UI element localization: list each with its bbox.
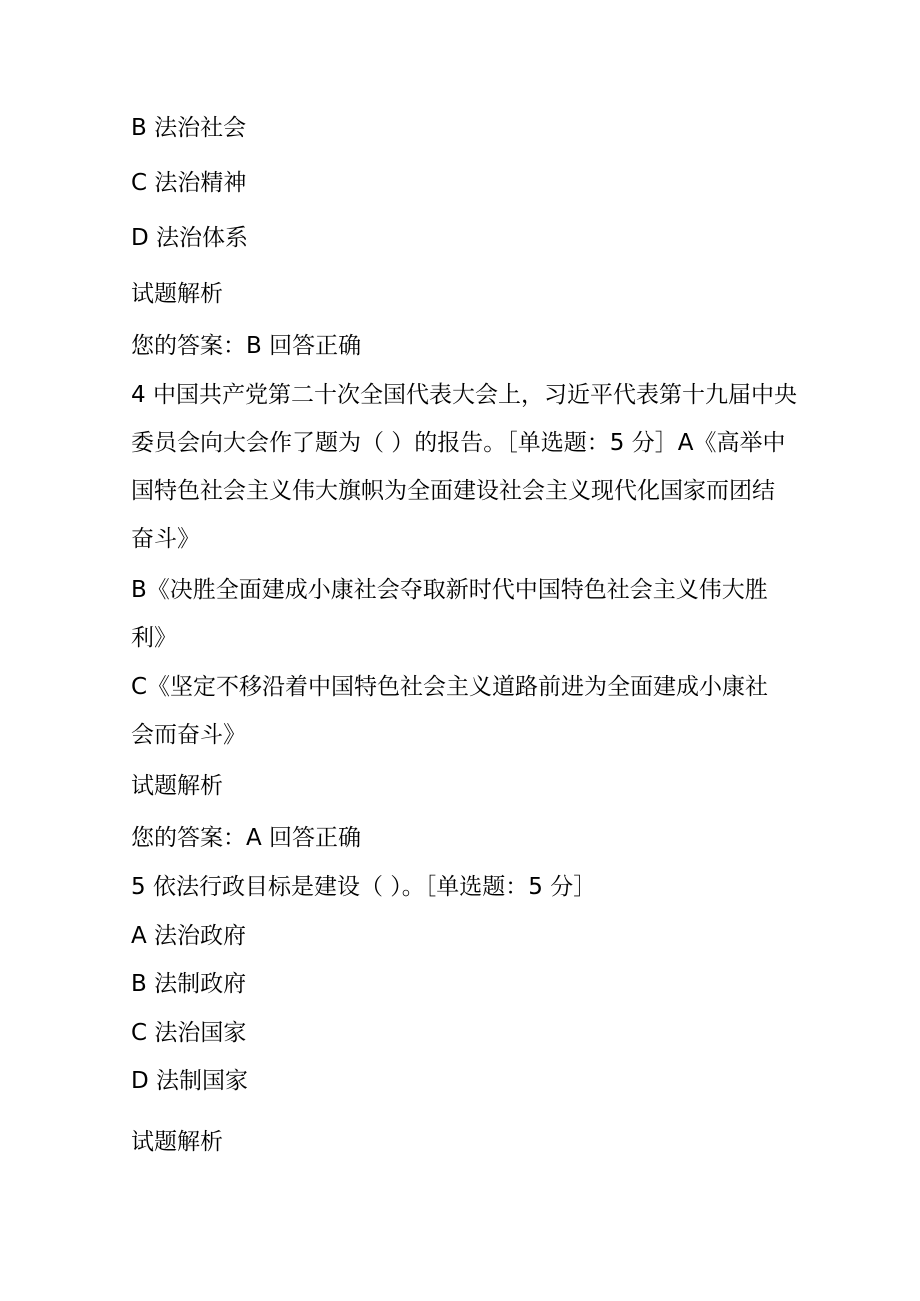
q3-option-d: D 法治体系 [131, 225, 249, 251]
q5-stem: 5 依法行政目标是建设（ ）。［单选题：5 分］ [131, 874, 597, 900]
q4-stem-line: 委员会向大会作了题为（ ）的报告。［单选题：5 分］A《高举中 [131, 430, 786, 456]
q4-option-c-line: 会而奋斗》 [131, 722, 246, 748]
q4-option-b-line: 利》 [131, 625, 177, 651]
q5-option-c: C 法治国家 [131, 1020, 247, 1046]
q5-option-b: B 法制政府 [131, 971, 247, 997]
q4-option-b-line: B《决胜全面建成小康社会夺取新时代中国特色社会主义伟大胜 [131, 577, 768, 603]
q5-option-d: D 法制国家 [131, 1068, 249, 1094]
q4-answer: 您的答案：A 回答正确 [131, 825, 362, 851]
q3-option-c: C 法治精神 [131, 170, 247, 196]
q4-stem [131, 371, 801, 563]
q4-option-b [131, 566, 801, 662]
q4-analysis-label: 试题解析 [131, 773, 223, 799]
q3-analysis-label: 试题解析 [131, 281, 223, 307]
q5-option-a: A 法治政府 [131, 923, 247, 949]
q4-option-c-line: C《坚定不移沿着中国特色社会主义道路前进为全面建成小康社 [131, 674, 769, 700]
q3-answer: 您的答案：B 回答正确 [131, 333, 362, 359]
q5-analysis-label: 试题解析 [131, 1129, 223, 1155]
q4-stem-line: 奋斗》 [131, 526, 200, 552]
q4-option-c [131, 663, 801, 759]
q3-option-b: B 法治社会 [131, 115, 247, 141]
q4-stem-line: 国特色社会主义伟大旗帜为全面建设社会主义现代化国家而团结 [131, 478, 775, 504]
q4-stem-line: 4 中国共产党第二十次全国代表大会上，习近平代表第十九届中央 [131, 382, 797, 408]
